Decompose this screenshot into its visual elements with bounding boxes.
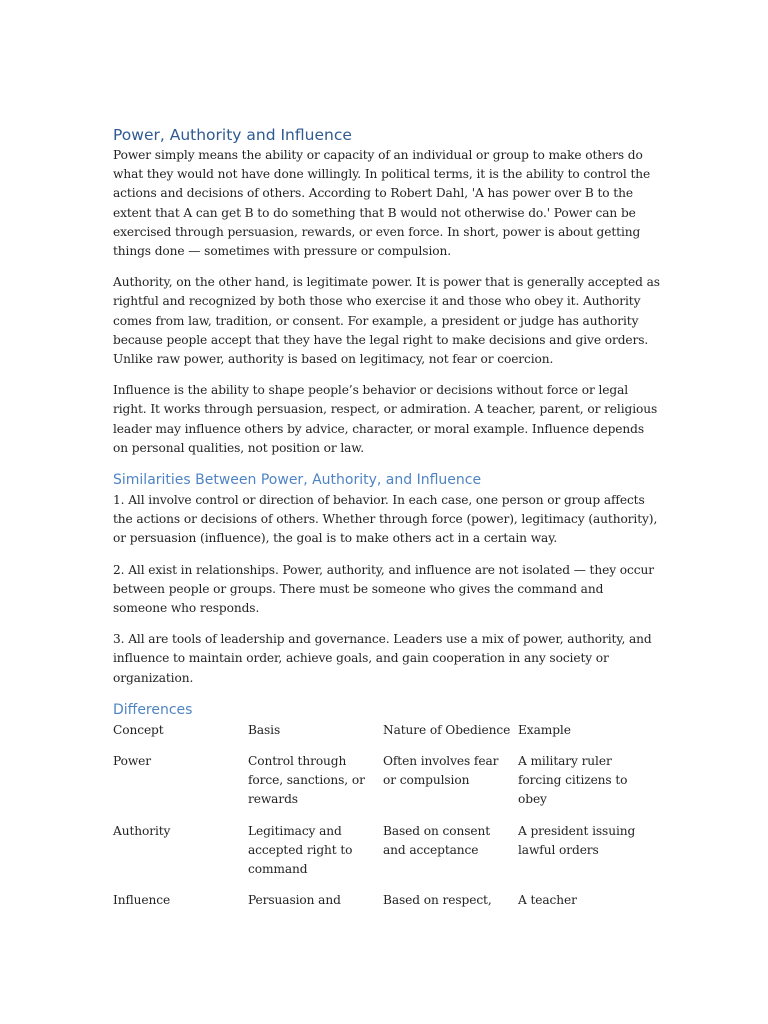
similarity-item-1: 1. All involve control or direction of behavior. In each case, one person or group affects the actions or decisions of others. Whether through force (power), legitimacy (authority), or persuasion (influence), the goal is to make others act in a certain way. bbox=[113, 493, 658, 546]
similarity-item-2: 2. All exist in relationships. Power, authority, and influence are not isolated — they occur between people or groups. There must be someone who gives the command and someone who responds. bbox=[113, 562, 654, 616]
similarities-heading: Similarities Between Power, Authority, and Influence bbox=[113, 472, 482, 489]
table-row bbox=[113, 891, 661, 922]
table-cell: Control through force, sanctions, or rewards bbox=[248, 754, 365, 807]
table-cell: Based on respect, bbox=[383, 893, 492, 908]
document-page bbox=[113, 124, 661, 923]
similarity-item-3: 3. All are tools of leadership and governance. Leaders use a mix of power, authority, and influence to maintain order, achieve goals, and gain cooperation in any society or organization. bbox=[113, 632, 652, 685]
differences-heading: Differences bbox=[113, 701, 193, 718]
table-cell: Legitimacy and accepted right to command bbox=[248, 823, 353, 877]
paragraph-power: Power simply means the ability or capacity of an individual or group to make others do what they would not have done willingly. In political terms, it is the ability to control the actions and decisions of others. According to Robert Dahl, 'A has power over B to the extent that A can get B to do something that B would not otherwise do.' Power can be exercised through persuasion, rewards, or even force. In short, power is about getting things done — sometimes with pressure or compulsion. bbox=[113, 148, 651, 259]
table-cell: Authority bbox=[113, 823, 171, 838]
column-header-obedience: Nature of Obedience bbox=[383, 722, 511, 737]
table-cell: A president issuing lawful orders bbox=[518, 823, 636, 857]
table-cell: A teacher bbox=[518, 893, 577, 908]
table-cell: Based on consent and acceptance bbox=[383, 823, 491, 857]
table-header-row bbox=[113, 721, 661, 752]
column-header-example: Example bbox=[518, 722, 571, 737]
column-header-basis: Basis bbox=[248, 722, 281, 737]
table-row bbox=[113, 752, 661, 822]
table-cell: Often involves fear or compulsion bbox=[383, 754, 499, 788]
differences-table bbox=[113, 721, 661, 923]
table-cell: Persuasion and bbox=[248, 893, 341, 908]
page-title: Power, Authority and Influence bbox=[113, 126, 352, 144]
column-header-concept: Concept bbox=[113, 722, 164, 737]
table-cell: A military ruler forcing citizens to obey bbox=[518, 754, 628, 807]
table-row bbox=[113, 822, 661, 892]
table-cell: Influence bbox=[113, 893, 171, 908]
table-cell: Power bbox=[113, 754, 152, 769]
paragraph-authority: Authority, on the other hand, is legitimate power. It is power that is generally accepted as rightful and recognized by both those who exercise it and those who obey it. Authority comes from law, tradition, or consent. For example, a president or judge has authority because people accept that they have the legal right to make decisions and give orders. Unlike raw power, authority is based on legitimacy, not fear or coercion. bbox=[113, 275, 660, 367]
paragraph-influence: Influence is the ability to shape people’s behavior or decisions without force or legal right. It works through persuasion, respect, or admiration. A teacher, parent, or religious leader may influence others by advice, character, or moral example. Influence depends on personal qualities, not position or law. bbox=[113, 383, 658, 455]
